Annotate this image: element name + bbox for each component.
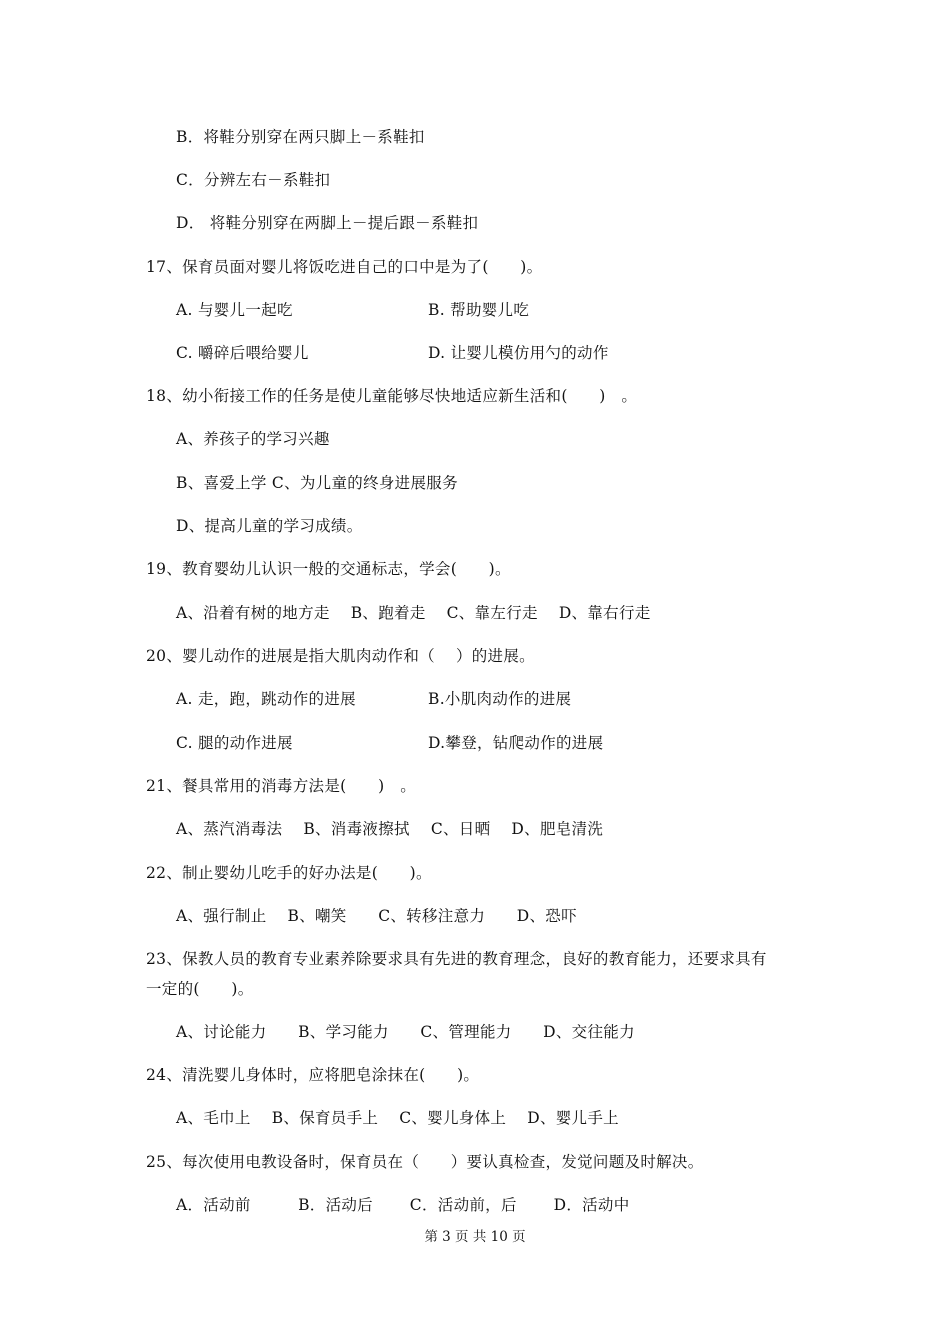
q20-option-d: D.攀登，钻爬动作的进展 — [428, 734, 604, 752]
q25-stem: 25、每次使用电教设备时，保育员在（ ）要认真检查，发觉问题及时解决。 — [146, 1153, 704, 1171]
q17-stem: 17、保育员面对婴儿将饭吃进自己的口中是为了( )。 — [146, 258, 543, 276]
q18-stem: 18、幼小衔接工作的任务是使儿童能够尽快地适应新生活和( ) 。 — [146, 387, 638, 405]
q23-stem-line1: 23、保教人员的教育专业素养除要求具有先进的教育理念，良好的教育能力，还要求具有 — [146, 950, 767, 968]
q25-options: A．活动前 B．活动后 C．活动前，后 D．活动中 — [176, 1196, 630, 1214]
q20-option-b: B.小肌肉动作的进展 — [428, 690, 572, 708]
q20-option-a: A. 走，跑，跳动作的进展 — [176, 690, 356, 708]
q17-option-b: B. 帮助婴儿吃 — [428, 301, 530, 319]
q17-option-a: A. 与婴儿一起吃 — [176, 301, 293, 319]
q23-stem-line2: 一定的( )。 — [146, 980, 254, 998]
q17-option-d: D. 让婴儿模仿用勺的动作 — [428, 344, 609, 362]
q18-option-a: A、养孩子的学习兴趣 — [176, 430, 330, 448]
q20-stem: 20、婴儿动作的进展是指大肌肉动作和（ ）的进展。 — [146, 647, 535, 665]
q18-option-bc: B、喜爱上学 C、为儿童的终身进展服务 — [176, 474, 458, 492]
q22-options: A、强行制止 B、嘲笑 C、转移注意力 D、恐吓 — [176, 907, 577, 925]
q23-options: A、讨论能力 B、学习能力 C、管理能力 D、交往能力 — [176, 1023, 635, 1041]
q24-options: A、毛巾上 B、保育员手上 C、婴儿身体上 D、婴儿手上 — [176, 1109, 619, 1127]
q22-stem: 22、制止婴幼儿吃手的好办法是( )。 — [146, 864, 432, 882]
q16-option-d: D． 将鞋分别穿在两脚上－提后跟－系鞋扣 — [176, 214, 479, 232]
q17-option-c: C. 嚼碎后喂给婴儿 — [176, 344, 309, 362]
q16-option-b: B．将鞋分别穿在两只脚上－系鞋扣 — [176, 128, 425, 146]
q16-option-c: C．分辨左右－系鞋扣 — [176, 171, 331, 189]
q20-option-c: C. 腿的动作进展 — [176, 734, 293, 752]
q18-option-d: D、提高儿童的学习成绩。 — [176, 517, 363, 535]
q19-stem: 19、教育婴幼儿认识一般的交通标志，学会( )。 — [146, 560, 511, 578]
q21-stem: 21、餐具常用的消毒方法是( ) 。 — [146, 777, 417, 795]
q19-options: A、沿着有树的地方走 B、跑着走 C、靠左行走 D、靠右行走 — [176, 604, 651, 622]
page-footer: 第 3 页 共 10 页 — [424, 1229, 526, 1245]
q21-options: A、蒸汽消毒法 B、消毒液擦拭 C、日晒 D、肥皂清洗 — [176, 820, 604, 838]
q24-stem: 24、清洗婴儿身体时，应将肥皂涂抹在( )。 — [146, 1066, 480, 1084]
